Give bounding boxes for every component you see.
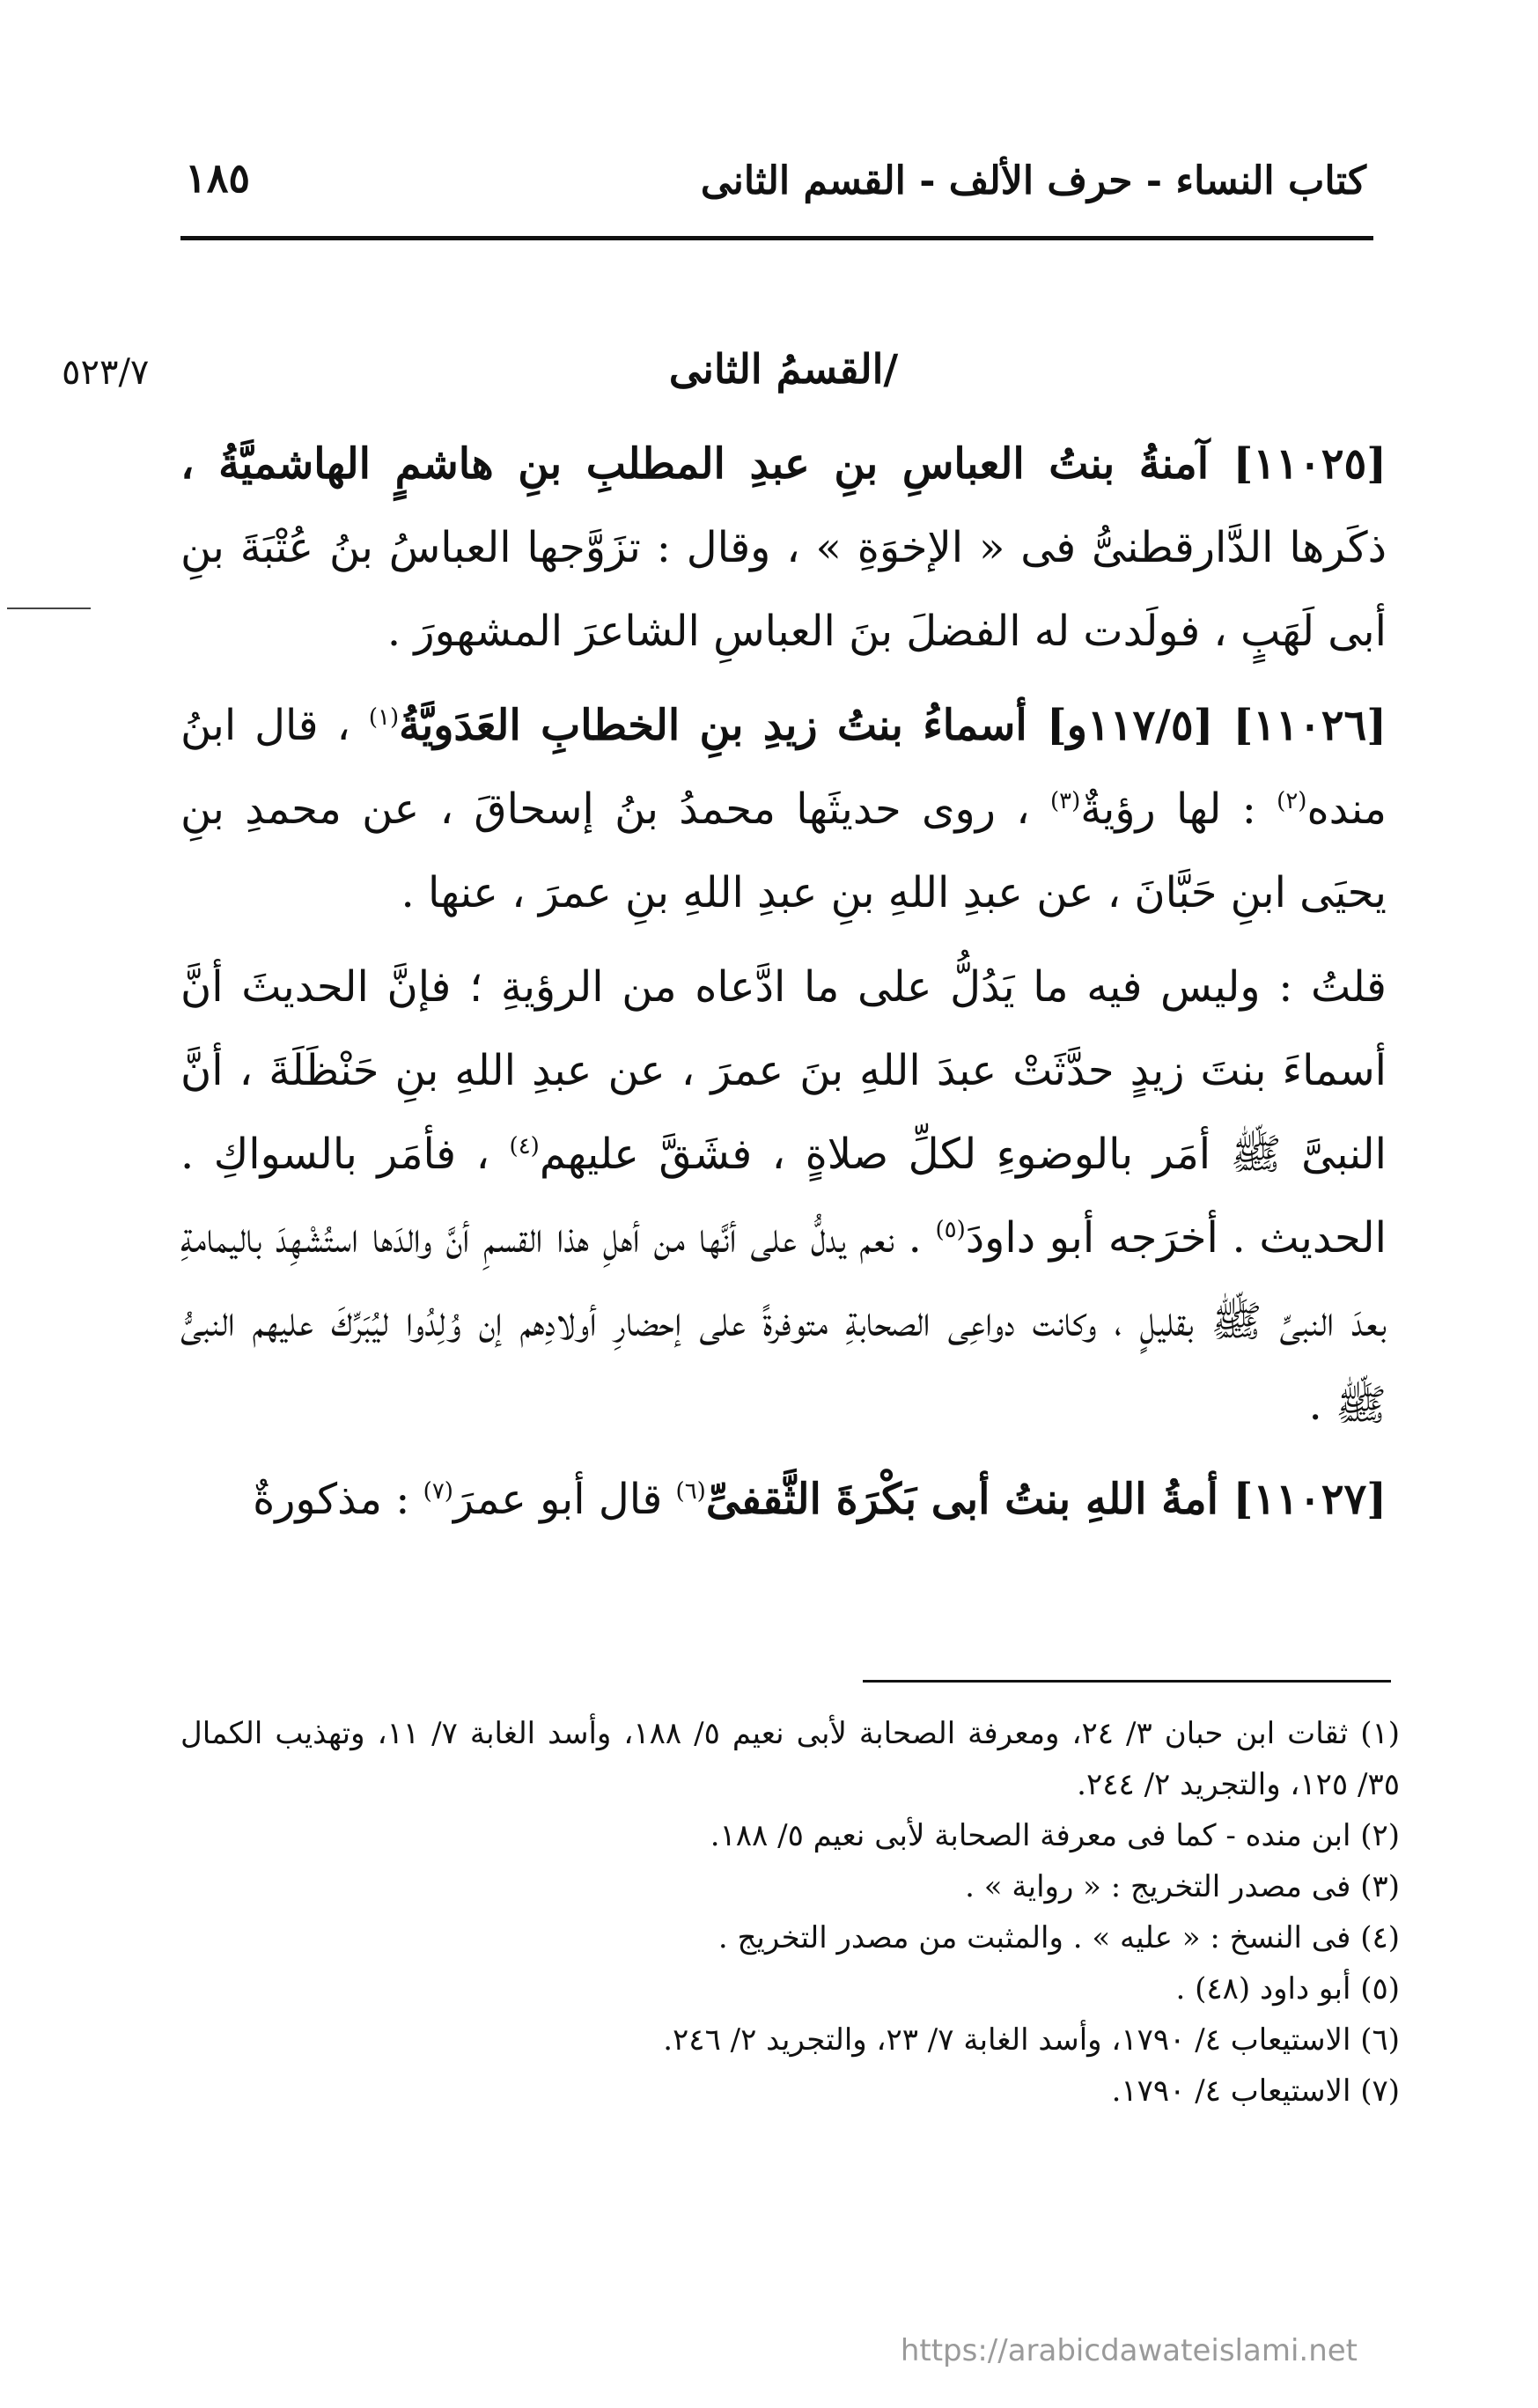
entry-heading: [١١٠٢٦] [١١٧/٥و] أسماءُ بنتُ زيدِ بنِ الخطابِ العَدَويَّةُ: [399, 701, 1387, 750]
footnote: (٤) فى النسخ : « عليه » . والمثبت من مصدر التخريج .: [717, 1920, 1400, 1955]
footnote-divider: [863, 1680, 1391, 1683]
footnote: (٢) ابن منده - كما فى معرفة الصحابة لأبى نعيم ٥/ ١٨٨.: [710, 1818, 1400, 1853]
footnote: (٧) الاستيعاب ٤/ ١٧٩٠.: [1111, 2073, 1400, 2109]
entry-body: قال أبو عمرَ: [453, 1475, 676, 1524]
section-title: /القسمُ الثانى: [668, 345, 899, 393]
footnote-ref: (٣): [1050, 788, 1081, 814]
entry-body: ذكَرها الدَّارقطنىُّ فى « الإخوَةِ » ، وقال : تزَوَّجها العباسُ بنُ عُتْبَةَ بنِ أبى لَهَبٍ ، فولَدت له الفضلَ بنَ العباسِ الشاعرَ المشهورَ .: [180, 523, 1387, 656]
entry-11027: [180, 1458, 1387, 1542]
footnote-ref: (٦): [675, 1478, 706, 1505]
footnote-ref: (٤): [509, 1133, 540, 1160]
header-divider: [180, 236, 1373, 240]
footnote: (٣) فى مصدر التخريج : « رواية » .: [965, 1869, 1400, 1904]
entry-11025: [180, 423, 1387, 674]
entry-body: : لها رؤيةٌ: [1080, 784, 1277, 834]
running-header-title: كتاب النساء - حرف الألف - القسم الثانى: [700, 158, 1366, 203]
entry-11026: [180, 684, 1387, 935]
margin-mark: [7, 608, 91, 609]
entry-heading: [١١٠٢٧] أمةُ اللهِ بنتُ أبى بَكْرَةَ الثَّقفىِّ: [705, 1475, 1387, 1524]
commentary-text: قلتُ : وليس فيه ما يَدُلُّ على ما ادَّعاه من الرؤيةِ ؛ فإنَّ الحديثَ أنَّ أسماءَ بنتَ زيدٍ حدَّثَتْ عبدَ اللهِ بنَ عمرَ ، عن عبدِ اللهِ بنِ حَنْظَلَةَ ، أنَّ النبىَّ ﷺ أمَر بالوضوءِ لكلِّ صلاةٍ ، فشَقَّ عليهم: [180, 962, 1387, 1179]
watermark-url: https://arabicdawateislami.net: [900, 2333, 1358, 2368]
footnote-ref: (١): [368, 704, 400, 731]
footnote-ref: (٧): [423, 1478, 453, 1505]
commentary-text: ، فأمَر بالسواكِ . الحديث . أخرَجه أبو داودَ: [180, 1130, 1387, 1263]
commentary-text: . نعم يدلُّ على أنَّها من أهلِ هذا القسمِ أنَّ والدَها استُشْهِدَ باليمامةِ بعدَ النبىِّ ﷺ بقليلٍ ، وكانت دواعِى الصحابةِ متوفرةً على إحضارِ أولادِهم إن وُلِدُوا ليُبَرِّكَ عليهم النبىُّ ﷺ .: [180, 1213, 1387, 1430]
entry-body: ، روى حديثَها محمدُ بنُ إسحاقَ ، عن محمدِ بنِ يحيَى ابنِ حَبَّانَ ، عن عبدِ اللهِ بنِ عبدِ اللهِ بنِ عمرَ ، عنها .: [180, 784, 1387, 917]
footnote: (٥) أبو داود (٤٨) .: [1175, 1971, 1400, 2007]
commentary-paragraph: [180, 946, 1387, 1447]
main-text: [180, 423, 1387, 1552]
page-number: ١٨٥: [185, 154, 251, 202]
entry-body: ، قال ابنُ منده: [180, 701, 1387, 834]
footnotes: [180, 1708, 1400, 2117]
entry-body: : مذكورةٌ: [253, 1475, 423, 1524]
footnote-ref: (٢): [1277, 788, 1307, 814]
volume-page-reference: ٥٢٣/٧: [62, 352, 150, 393]
entry-heading: [١١٠٢٥] آمنةُ بنتُ العباسِ بنِ عبدِ المطلبِ بنِ هاشمٍ الهاشميَّةُ ،: [180, 439, 1387, 489]
footnote: (٦) الاستيعاب ٤/ ١٧٩٠، وأسد الغابة ٧/ ٢٣، والتجريد ٢/ ٢٤٦.: [663, 2022, 1400, 2058]
footnote-ref: (٥): [935, 1217, 966, 1243]
footnote: (١) ثقات ابن حبان ٣/ ٢٤، ومعرفة الصحابة لأبى نعيم ٥/ ١٨٨، وأسد الغابة ٧/ ١١، وتهذيب الكمال ٣٥/ ١٢٥، والتجريد ٢/ ٢٤٤.: [180, 1716, 1401, 1802]
